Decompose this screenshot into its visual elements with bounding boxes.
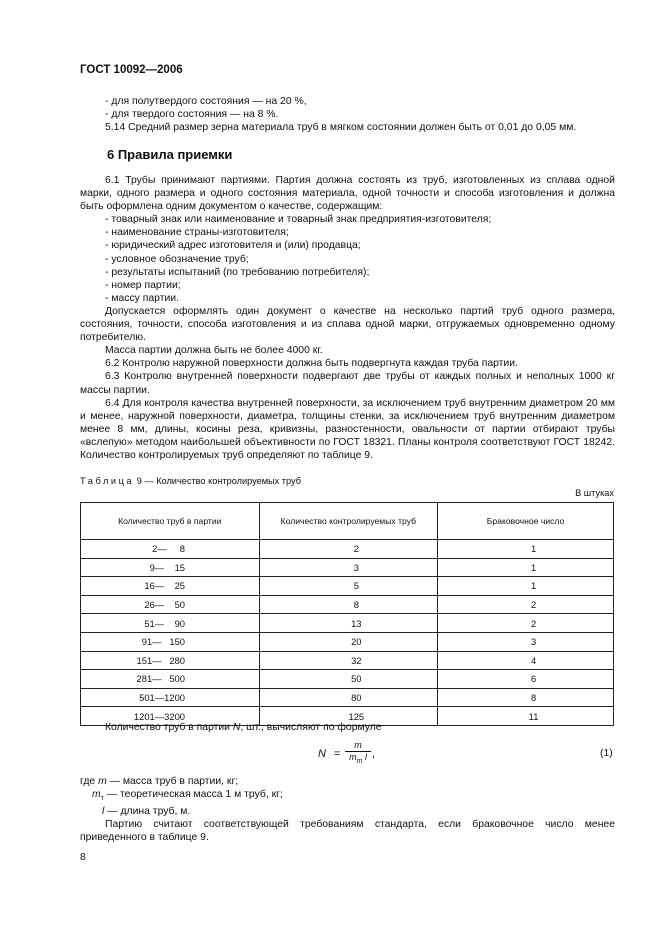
formula-fraction [345, 740, 371, 765]
intro-line: - для полутвердого состояния — на 20 %, [105, 96, 307, 107]
formula-intro-before: Количество труб в партии [105, 722, 233, 733]
list-item: - юридический адрес изготовителя и (или) продавца; [105, 240, 361, 252]
formula-denominator-m: m [349, 752, 357, 762]
table-cell: 11 [438, 707, 614, 726]
paragraph-6-2: 6.2 Контролю наружной поверхности должна быть подвергнута каждая труба партии. [105, 358, 518, 370]
table-row [81, 595, 614, 614]
table-header-cell: Браковочное число [438, 503, 614, 540]
table-cell: 16— 25 [81, 577, 260, 596]
table-cell: 20 [259, 632, 438, 651]
table-row [81, 540, 614, 559]
table-row [81, 614, 614, 633]
table-caption-word: Таблица [80, 476, 135, 486]
table-cell: 13 [259, 614, 438, 633]
formula-1 [0, 740, 661, 770]
formula-intro-after: , шт., вычисляют по формуле [240, 722, 382, 733]
document-code: ГОСТ 10092—2006 [80, 64, 183, 76]
formula-number: (1) [600, 748, 613, 759]
list-item: - наименование страны-изготовителя; [105, 227, 289, 239]
section-6-body [80, 174, 615, 462]
table-cell: 1201—3200 [81, 707, 260, 726]
where-block [80, 775, 615, 845]
paragraph-allowed: Допускается оформлять один документ о качестве на несколько партий труб одного размера, состояния, точности, способа изготовления и из сплава одной марки, отгружаемых одновременно одному потребителю. [80, 305, 615, 344]
table-header-cell: Количество труб в партии [81, 503, 260, 540]
where-item: где m — масса труб в партии, кг; [80, 776, 239, 787]
table-cell: 281— 500 [81, 670, 260, 689]
table-cell: 2 [438, 595, 614, 614]
table-cell: 1 [438, 540, 614, 559]
table-cell: 3 [438, 632, 614, 651]
formula-denominator [345, 752, 371, 765]
where-item: l — длина труб, м. [102, 806, 191, 818]
table-caption-text: 9 — Количество контролируемых труб [134, 476, 301, 486]
table-row [81, 670, 614, 689]
formula-equals: = [334, 748, 341, 760]
table-cell: 5 [259, 577, 438, 596]
list-item: - номер партии; [105, 279, 181, 291]
table-cell: 6 [438, 670, 614, 689]
paragraph-mass: Масса партии должна быть не более 4000 кг. [105, 345, 323, 357]
table-cell: 8 [259, 595, 438, 614]
table-cell: 51— 90 [81, 614, 260, 633]
list-item: - массу партии. [105, 292, 179, 304]
table-cell: 4 [438, 651, 614, 670]
paragraph-6-1: 6.1 Трубы принимают партиями. Партия должна состоять из труб, изготовленных из сплава одной марки, одного размера и одного состояния материала, одной точности и способа изготовления и должна быть оформлена одним документом о качестве, содержащим: [80, 175, 615, 213]
formula-comma: , [372, 748, 376, 760]
intro-line: - для твердого состояния — на 8 %. [105, 109, 279, 121]
formula-denominator-sub: т [356, 757, 363, 765]
paragraph-6-4: 6.4 Для контроля качества внутренней поверхности, за исключением труб внутренним диаметром 20 мм и менее, наружной поверхности, диаметра, толщины стенки, за исключением труб внутренним диаметром менее 8 мм, длины, косины реза, кривизны, разностенности, овальности от партии отбирают трубы «вслепую» методом наибольшей объективности по ГОСТ 18321. Планы контроля соответствуют ГОСТ 18242. Количество контролируемых труб определяют по таблице 9. [80, 397, 615, 461]
table-header-row [81, 503, 614, 540]
table-units: В штуках [575, 488, 614, 498]
formula-intro-var: N [232, 722, 241, 733]
paragraph-5-14: 5.14 Средний размер зерна материала труб в мягком состоянии должен быть от 0,01 до 0,05 мм. [105, 122, 577, 134]
list-item: - результаты испытаний (по требованию потребителя); [105, 266, 370, 278]
symbol: m [98, 776, 107, 787]
table-caption [80, 476, 301, 486]
table-cell: 2— 8 [81, 540, 260, 559]
table-9 [80, 502, 614, 726]
formula-denominator-l: l [362, 752, 367, 762]
table-cell: 125 [259, 707, 438, 726]
formula-intro [80, 721, 615, 734]
formula-numerator: m [345, 740, 371, 752]
table-cell: 1 [438, 577, 614, 596]
list-item: - товарный знак или наименование и товарный знак предприятия-изготовителя; [105, 214, 492, 226]
table-cell: 2 [438, 614, 614, 633]
table-cell: 50 [259, 670, 438, 689]
paragraph-final: Партию считают соответствующей требованиям стандарта, если браковочное число менее приведенного в таблице 9. [80, 819, 615, 844]
table-cell: 32 [259, 651, 438, 670]
table-row [81, 558, 614, 577]
table-row [81, 577, 614, 596]
table-cell: 2 [259, 540, 438, 559]
symbol: l [102, 806, 105, 818]
page-number: 8 [80, 852, 86, 863]
table-cell: 3 [259, 558, 438, 577]
symbol: m [92, 789, 101, 801]
table-cell: 8 [438, 688, 614, 707]
intro-block [80, 95, 615, 134]
paragraph-6-3: 6.3 Контролю внутренней поверхности подвергают две трубы от каждых полных и неполных 1000 кг массы партии. [80, 371, 615, 396]
table-row [81, 651, 614, 670]
table-cell: 1 [438, 558, 614, 577]
table-cell: 151— 280 [81, 651, 260, 670]
table-header-cell: Количество контролируемых труб [259, 503, 438, 540]
section-title: 6 Правила приемки [107, 147, 233, 162]
table-cell: 26— 50 [81, 595, 260, 614]
formula-lhs: N [318, 748, 326, 760]
table-cell: 9— 15 [81, 558, 260, 577]
table-row [81, 632, 614, 651]
table-cell: 91— 150 [81, 632, 260, 651]
table-cell: 501—1200 [81, 688, 260, 707]
table-cell: 80 [259, 688, 438, 707]
where-item: $m_т$ — теоретическая масса 1 м труб, кг; [92, 789, 283, 803]
table-row [81, 688, 614, 707]
symbol-sub: т [100, 795, 104, 803]
list-item: - условное обозначение труб; [105, 253, 249, 265]
